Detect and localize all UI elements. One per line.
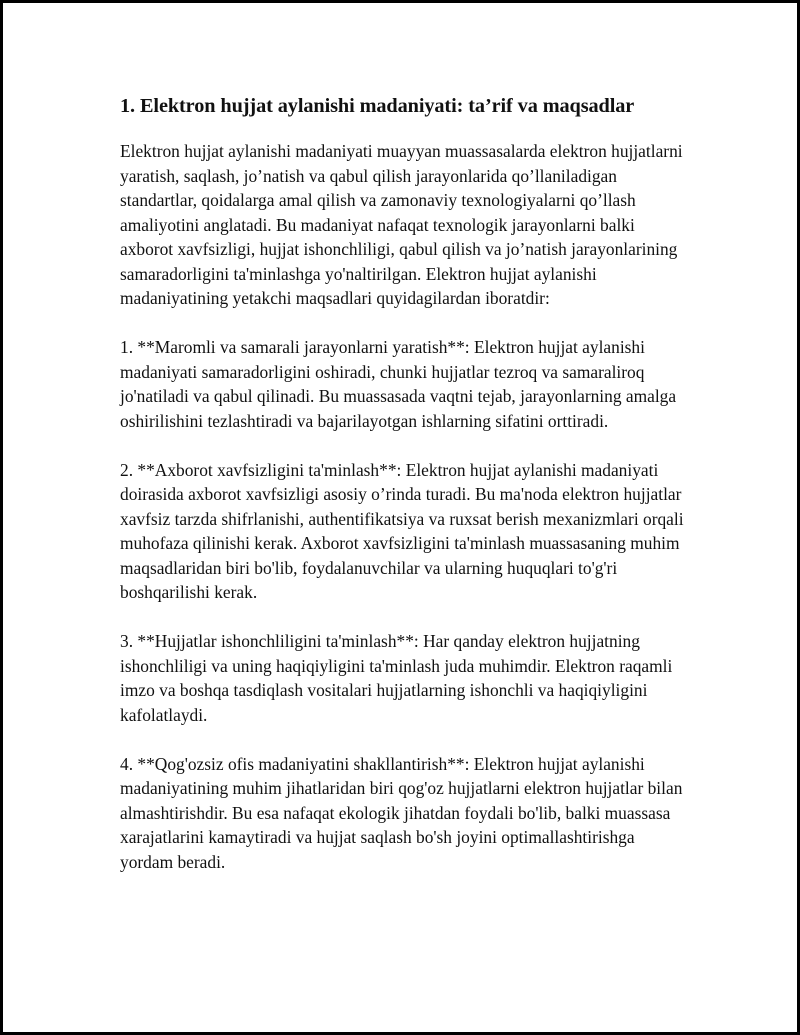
intro-paragraph: Elektron hujjat aylanishi madaniyati muayyan muassasalarda elektron hujjatlarni yaratish, saqlash, jo’natish va qabul qilish jarayonlarida qo’llaniladigan standartlar, qoidalarga amal qilish va zamonaviy texnologiyalarni qo’llash amaliyotini anglatadi. Bu madaniyat nafaqat texnologik jarayonlarni balki axborot xavfsizligi, hujjat ishonchliligi, qabul qilish va jo’natish jarayonlarining samaradorligini ta'minlashga yo'naltirilgan. Elektron hujjat aylanishi madaniyatining yetakchi maqsadlari quyidagilardan iboratdir: (120, 141, 683, 309)
list-item-4-paragraph: 4. **Qog'ozsiz ofis madaniyatini shakllantirish**: Elektron hujjat aylanishi madaniyatining muhim jihatlaridan biri qog'oz hujjatlarni elektron hujjatlar bilan almashtirishdir. Bu esa nafaqat ekologik jihatdan foydali bo'lib, balki muassasa xarajatlarini kamaytiradi va hujjat saqlash bo'sh joyini optimallashtirishga yordam beradi. (120, 753, 683, 872)
document-title: 1. Elektron hujjat aylanishi madaniyati: ta’rif va maqsadlar (120, 95, 635, 117)
document-body (120, 93, 692, 874)
list-item-3-paragraph: 3. **Hujjatlar ishonchliligini ta'minlash**: Har qanday elektron hujjatning ishonchliligi va uning haqiqiyligini ta'minlash juda muhimdir. Elektron raqamli imzo va boshqa tasdiqlash vositalari hujjatlarning ishonchli va haqiqiyligini kafolatlaydi. (120, 631, 673, 725)
list-item-1-paragraph: 1. **Maromli va samarali jarayonlarni yaratish**: Elektron hujjat aylanishi madaniyati samaradorligini oshiradi, chunki hujjatlar tezroq va samaraliroq jo'natiladi va qabul qilinadi. Bu muassasada vaqtni tejab, jarayonlarning amalga oshirilishini tezlashtiradi va bajarilayotgan ishlarning sifatini orttiradi. (120, 337, 677, 431)
list-item-2-paragraph: 2. **Axborot xavfsizligini ta'minlash**: Elektron hujjat aylanishi madaniyati doirasida axborot xavfsizligi asosiy o’rinda turadi. Bu ma'noda elektron hujjatlar xavfsiz tarzda shifrlanishi, authentifikatsiya va ruxsat berish mexanizmlari orqali muhofaza qilinishi kerak. Axborot xavfsizligini ta'minlash muassasaning muhim maqsadlaridan biri bo'lib, foydalanuvchilar va ularning huquqlari to'g'ri boshqarilishi kerak. (120, 459, 684, 603)
